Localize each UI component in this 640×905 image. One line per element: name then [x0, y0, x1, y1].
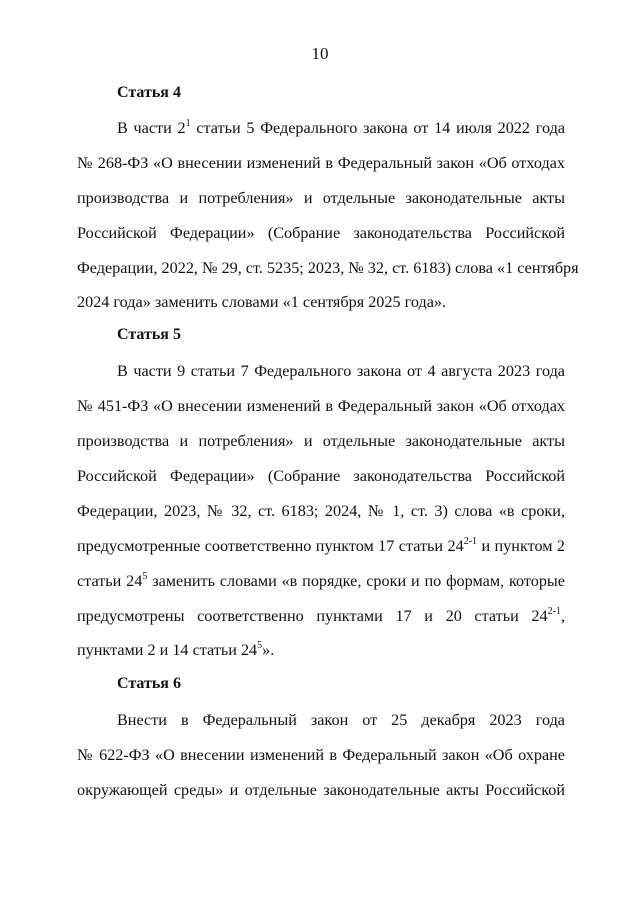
superscript: 2-1	[547, 605, 561, 617]
superscript: 1	[185, 117, 191, 129]
article-5-line-9	[77, 640, 565, 660]
article-5-line-6	[77, 536, 565, 556]
text-fragment: и пунктом 2	[477, 537, 565, 555]
superscript: 5	[142, 570, 148, 582]
article-5-line-4: Российской Федерации» (Собрание законодательства Российской	[77, 467, 565, 485]
article-6-line-1: Внести в Федеральный закон от 25 декабря 2023 года	[117, 711, 565, 729]
article-5-line-2: № 451-ФЗ «О внесении изменений в Федеральный закон «Об отходах	[77, 397, 565, 415]
text-fragment: В части 2	[117, 119, 186, 137]
article-5-line-8	[77, 606, 565, 626]
text-fragment: ,	[560, 607, 565, 625]
article-5-line-3: производства и потребления» и отдельные законодательные акты	[77, 432, 565, 450]
superscript: 5	[257, 639, 263, 651]
text-fragment: предусмотрены соответственно пунктами 17 и 20 статьи 24	[77, 607, 548, 625]
text-fragment: статьи 5 Федерального закона от 14 июля 2022 года	[190, 119, 566, 137]
article-4-line-3: производства и потребления» и отдельные законодательные акты	[77, 189, 565, 207]
article-5-line-1: В части 9 статьи 7 Федерального закона от 4 августа 2023 года	[117, 362, 565, 380]
article-5-heading: Статья 5	[117, 326, 181, 343]
article-4-line-2: № 268-ФЗ «О внесении изменений в Федеральный закон «Об отходах	[77, 154, 565, 172]
article-4-heading: Статья 4	[117, 84, 181, 101]
superscript: 2-1	[463, 535, 478, 547]
article-5-line-5: Федерации, 2023, № 32, ст. 6183; 2024, № 1, ст. 3) слова «в сроки,	[77, 502, 565, 520]
text-fragment: ».	[262, 641, 275, 659]
article-4-line-6: 2024 года» заменить словами «1 сентября 2025 года».	[77, 293, 447, 311]
article-4-line-4: Российской Федерации» (Собрание законодательства Российской	[77, 224, 565, 242]
text-fragment: статьи 24	[77, 572, 143, 590]
article-6-line-3: окружающей среды» и отдельные законодательные акты Российской	[77, 781, 565, 799]
text-fragment: заменить словами «в порядке, сроки и по формам, которые	[147, 572, 565, 590]
text-fragment: пунктами 2 и 14 статьи 24	[77, 641, 258, 659]
text-fragment: предусмотренные соответственно пунктом 17 статьи 24	[77, 537, 464, 555]
article-4-line-1	[117, 118, 565, 138]
article-6-heading: Статья 6	[117, 675, 181, 692]
page-number: 10	[311, 44, 329, 63]
article-6-line-2: № 622-ФЗ «О внесении изменений в Федеральный закон «Об охране	[77, 746, 565, 764]
article-5-line-7	[77, 571, 565, 591]
article-4-line-5: Федерации, 2022, № 29, ст. 5235; 2023, № 32, ст. 6183) слова «1 сентября	[77, 259, 579, 277]
